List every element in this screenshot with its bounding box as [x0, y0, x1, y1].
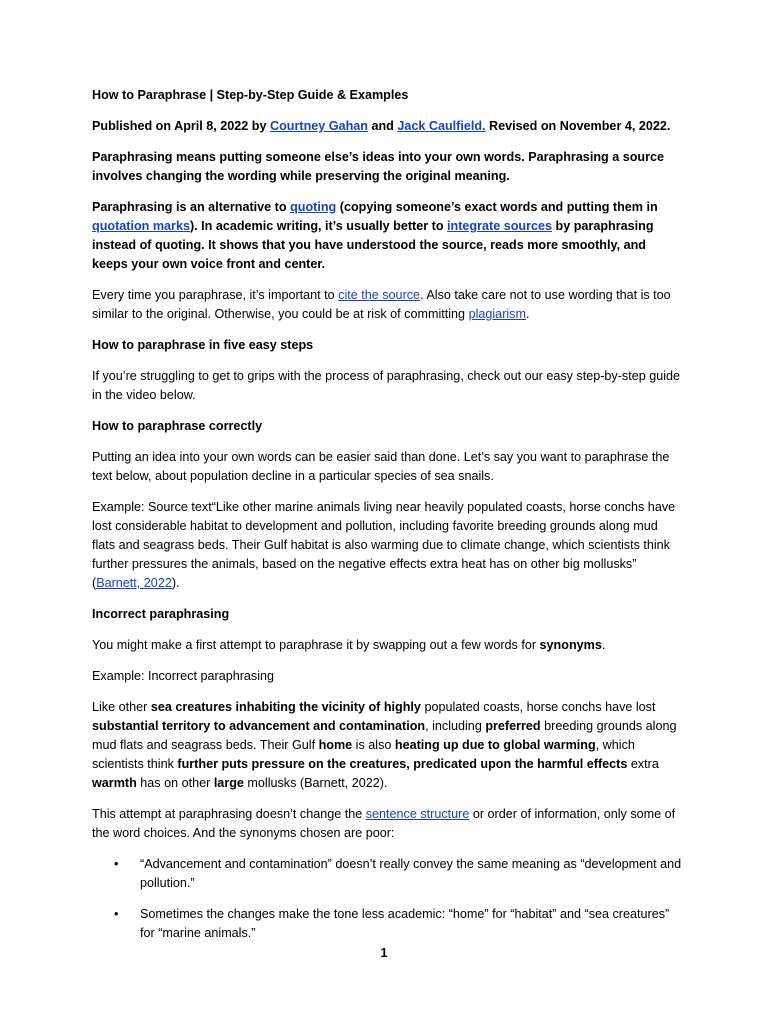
issues-bullet-list — [92, 855, 682, 943]
incorrect-bold-4: home — [318, 738, 353, 752]
alt-text-1: Paraphrasing is an alternative to — [92, 200, 291, 214]
bullet-dot-icon: • — [114, 907, 119, 921]
heading-incorrect-paraphrasing: Incorrect paraphrasing — [92, 607, 230, 621]
cite-text-2: . Also take care not to use wording that is too similar to the original. Otherwise, you could be at risk of committing — [92, 288, 671, 321]
incorrect-bold-1: sea creatures inhabiting the vicinity of highly — [150, 700, 421, 714]
link-plagiarism[interactable]: plagiarism — [468, 307, 526, 321]
incorrect-intro-synonyms: synonyms — [539, 638, 602, 652]
link-integrate-sources[interactable]: integrate sources — [447, 219, 553, 233]
attempt-paragraph — [92, 805, 682, 843]
incorrect-seg-2: populated coasts, horse conchs have lost — [420, 700, 656, 714]
bullet-dot-icon: • — [114, 857, 119, 871]
incorrect-bold-2: substantial territory to advancement and contamination — [92, 719, 426, 733]
incorrect-seg-6: , which scientists think — [92, 738, 635, 771]
incorrect-seg-3: , including — [425, 719, 486, 733]
document-page — [92, 86, 682, 955]
published-and: and — [367, 119, 398, 133]
document-title: How to Paraphrase | Step-by-Step Guide & Examples — [92, 88, 409, 102]
cite-paragraph — [92, 286, 682, 324]
incorrect-seg-9: mollusks (Barnett, 2022). — [243, 776, 388, 790]
incorrect-bold-5: heating up due to global warming — [394, 738, 596, 752]
page-number: 1 — [380, 946, 388, 960]
incorrect-bold-6: further puts pressure on the creatures, predicated upon the harmful effects — [177, 757, 628, 771]
cite-text-1: Every time you paraphrase, it’s important to — [92, 288, 339, 302]
alternative-paragraph — [92, 198, 682, 274]
alt-text-4: by paraphrasing instead of quoting. It shows that you have understood the source, reads more smoothly, and keeps your own voice front and center. — [92, 219, 654, 271]
published-suffix: Revised on November 4, 2022. — [485, 119, 671, 133]
link-sentence-structure[interactable]: sentence structure — [365, 807, 470, 821]
heading-paraphrase-correctly: How to paraphrase correctly — [92, 419, 263, 433]
author-link-jack-caulfield[interactable]: Jack Caulfield. — [397, 119, 486, 133]
intro-paragraph: Paraphrasing means putting someone else’s ideas into your own words. Paraphrasing a source involves changing the wording while preserving the original meaning. — [92, 150, 665, 183]
incorrect-intro-end: . — [601, 638, 606, 652]
author-link-courtney-gahan[interactable]: Courtney Gahan — [270, 119, 368, 133]
incorrect-bold-8: large — [213, 776, 244, 790]
bullet-item-text: Sometimes the changes make the tone less academic: “home” for “habitat” and “sea creatures” for “marine animals.” — [140, 907, 670, 940]
cite-text-3: . — [525, 307, 530, 321]
example-source-paragraph — [92, 498, 682, 593]
example-source-text: Example: Source text“Like other marine animals living near heavily populated coasts, horse conchs have lost considerable habitat to development and pollution, including favorite breeding grounds along mud flats and seagrass beds. Their Gulf habitat is also warming due to climate change, which scientists think further pressures the animals, based on the negative effects extra heat has on other big mollusks” ( — [92, 500, 676, 590]
incorrect-bold-3: preferred — [485, 719, 541, 733]
bullet-item — [92, 855, 682, 893]
attempt-text-2: or order of information, only some of the word choices. And the synonyms chosen are poor: — [92, 807, 676, 840]
published-prefix: Published on April 8, 2022 by — [92, 119, 270, 133]
incorrect-seg-7: extra — [627, 757, 659, 771]
alt-text-2: (copying someone’s exact words and putting them in — [336, 200, 658, 214]
link-cite-the-source[interactable]: cite the source — [338, 288, 421, 302]
incorrect-seg-8: has on other — [136, 776, 214, 790]
alt-text-3: ). In academic writing, it’s usually better to — [189, 219, 448, 233]
incorrect-intro-text: You might make a first attempt to paraphrase it by swapping out a few words for — [92, 638, 540, 652]
example-source-end: ). — [171, 576, 180, 590]
incorrect-seg-5: is also — [352, 738, 395, 752]
correctly-paragraph: Putting an idea into your own words can be easier said than done. Let’s say you want to paraphrase the text below, about population decline in a particular species of sea snails. — [92, 450, 670, 483]
bullet-item-text: “Advancement and contamination” doesn’t really convey the same meaning as “development and pollution.” — [140, 857, 682, 890]
published-line — [92, 117, 682, 136]
five-steps-paragraph: If you’re struggling to get to grips with the process of paraphrasing, check out our easy step-by-step guide in the video below. — [92, 369, 681, 402]
example-incorrect-label: Example: Incorrect paraphrasing — [92, 669, 275, 683]
link-quoting[interactable]: quoting — [290, 200, 337, 214]
link-quotation-marks[interactable]: quotation marks — [92, 219, 190, 233]
incorrect-seg-4: breeding grounds along mud flats and seagrass beds. Their Gulf — [92, 719, 677, 752]
incorrect-intro-paragraph — [92, 636, 682, 655]
attempt-text-1: This attempt at paraphrasing doesn’t change the — [92, 807, 366, 821]
link-barnett-2022[interactable]: Barnett, 2022 — [96, 576, 172, 590]
incorrect-bold-7: warmth — [92, 776, 137, 790]
heading-five-easy-steps: How to paraphrase in five easy steps — [92, 338, 314, 352]
incorrect-example-paragraph — [92, 698, 682, 793]
bullet-item — [92, 905, 682, 943]
incorrect-seg-1: Like other — [92, 700, 151, 714]
